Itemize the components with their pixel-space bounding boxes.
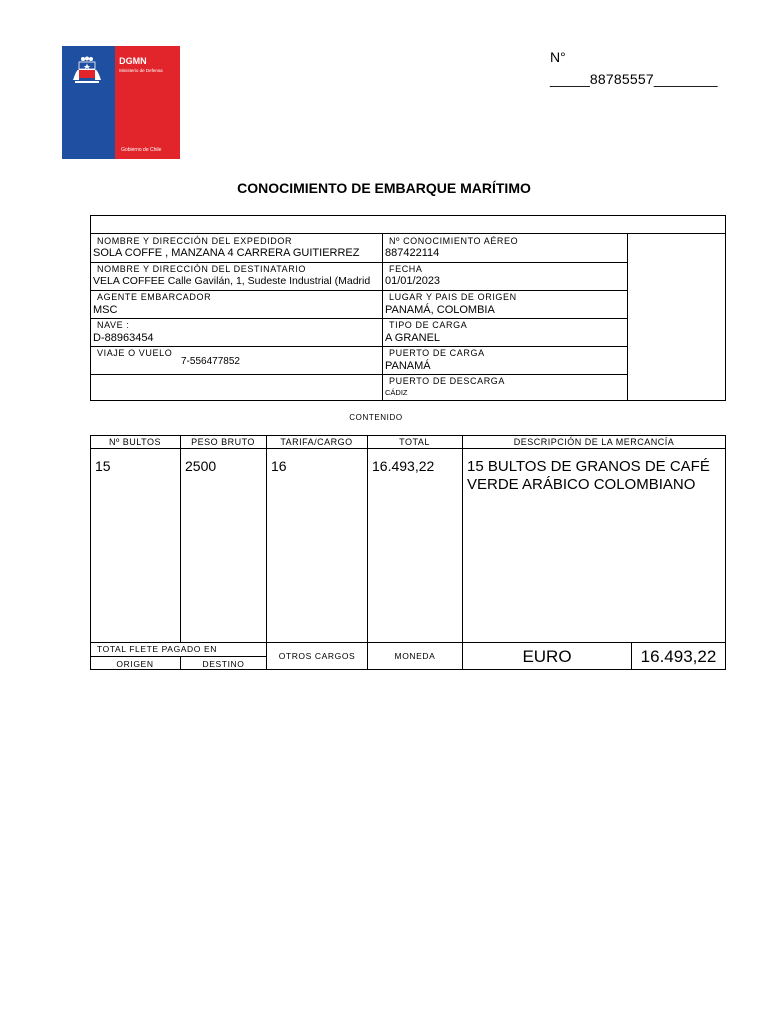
divider bbox=[90, 262, 627, 263]
doc-number-value: _____88785557________ bbox=[550, 71, 718, 87]
grand-total-value: 16.493,22 bbox=[640, 647, 717, 666]
divider bbox=[627, 233, 628, 401]
agente-label: AGENTE EMBARCADOR bbox=[97, 292, 212, 302]
divider bbox=[180, 435, 181, 643]
nave-label: NAVE : bbox=[97, 320, 130, 330]
divider bbox=[90, 318, 627, 319]
puerto-carga-value: PANAMÁ bbox=[385, 360, 431, 372]
moneda-value: EURO bbox=[522, 647, 572, 666]
header-total: TOTAL bbox=[399, 437, 430, 447]
cell-descripcion-line1: 15 BULTOS DE GRANOS DE CAFÉ bbox=[467, 458, 710, 475]
divider bbox=[90, 656, 267, 657]
cell-total: 16.493,22 bbox=[372, 458, 435, 474]
origen-label: LUGAR Y PAIS DE ORIGEN bbox=[389, 292, 517, 302]
viaje-value: 7-556477852 bbox=[181, 356, 240, 367]
origen-value: PANAMÁ, COLOMBIA bbox=[385, 304, 495, 316]
header-descripcion: DESCRIPCIÓN DE LA MERCANCÍA bbox=[513, 437, 675, 447]
fecha-label: FECHA bbox=[389, 264, 423, 274]
logo-blue-panel bbox=[62, 46, 115, 159]
tipo-carga-value: A GRANEL bbox=[385, 332, 441, 344]
divider bbox=[90, 448, 726, 449]
logo-org: DGMN bbox=[119, 56, 147, 66]
logo-government: Gobierno de Chile bbox=[121, 147, 162, 153]
cell-descripcion-line2: VERDE ARÁBICO COLOMBIANO bbox=[467, 476, 696, 493]
expedidor-label: NOMBRE Y DIRECCIÓN DEL EXPEDIDOR bbox=[97, 236, 293, 246]
header-peso-bruto: PESO BRUTO bbox=[191, 437, 255, 447]
divider bbox=[382, 233, 383, 401]
cell-bultos: 15 bbox=[95, 458, 111, 474]
logo-red-panel bbox=[115, 46, 180, 159]
flete-label: TOTAL FLETE PAGADO EN bbox=[97, 644, 217, 654]
conocimiento-label: Nº CONOCIMIENTO AÉREO bbox=[389, 236, 519, 246]
puerto-descarga-value: CÁDIZ bbox=[385, 388, 408, 397]
conocimiento-value: 887422114 bbox=[385, 247, 440, 259]
divider bbox=[462, 435, 463, 643]
divider bbox=[90, 374, 627, 375]
divider bbox=[90, 233, 726, 234]
page-title: CONOCIMIENTO DE EMBARQUE MARÍTIMO bbox=[237, 180, 531, 196]
puerto-descarga-label: PUERTO DE DESCARGA bbox=[389, 376, 505, 386]
logo-ministry: Ministerio de Defensa bbox=[119, 68, 163, 73]
agente-value: MSC bbox=[93, 304, 118, 316]
divider bbox=[90, 290, 627, 291]
header-tarifa: TARIFA/CARGO bbox=[280, 437, 353, 447]
divider bbox=[367, 435, 368, 643]
flete-destino: DESTINO bbox=[202, 659, 245, 669]
contenido-label: CONTENIDO bbox=[349, 413, 403, 422]
divider bbox=[266, 435, 267, 643]
dgmn-logo bbox=[62, 46, 180, 159]
doc-number-label: N° bbox=[550, 49, 566, 65]
expedidor-value: SOLA COFFE , MANZANA 4 CARRERA GUITIERREZ bbox=[93, 247, 360, 259]
puerto-carga-label: PUERTO DE CARGA bbox=[389, 348, 485, 358]
divider bbox=[90, 346, 627, 347]
flete-origen: ORIGEN bbox=[116, 659, 154, 669]
cell-peso: 2500 bbox=[185, 458, 217, 474]
viaje-label: VIAJE O VUELO bbox=[97, 348, 173, 358]
tipo-carga-label: TIPO DE CARGA bbox=[389, 320, 468, 330]
destinatario-value: VELA COFFEE Calle Gavilán, 1, Sudeste Industrial (Madrid bbox=[93, 275, 371, 287]
destinatario-label: NOMBRE Y DIRECCIÓN DEL DESTINATARIO bbox=[97, 264, 307, 274]
header-bultos: Nº BULTOS bbox=[109, 437, 161, 447]
coat-of-arms-icon bbox=[69, 56, 105, 88]
cell-tarifa: 16 bbox=[271, 458, 287, 474]
moneda-label: MONEDA bbox=[394, 651, 436, 661]
nave-value: D-88963454 bbox=[93, 332, 154, 344]
otros-cargos-label: OTROS CARGOS bbox=[278, 651, 356, 661]
fecha-value: 01/01/2023 bbox=[385, 275, 441, 287]
